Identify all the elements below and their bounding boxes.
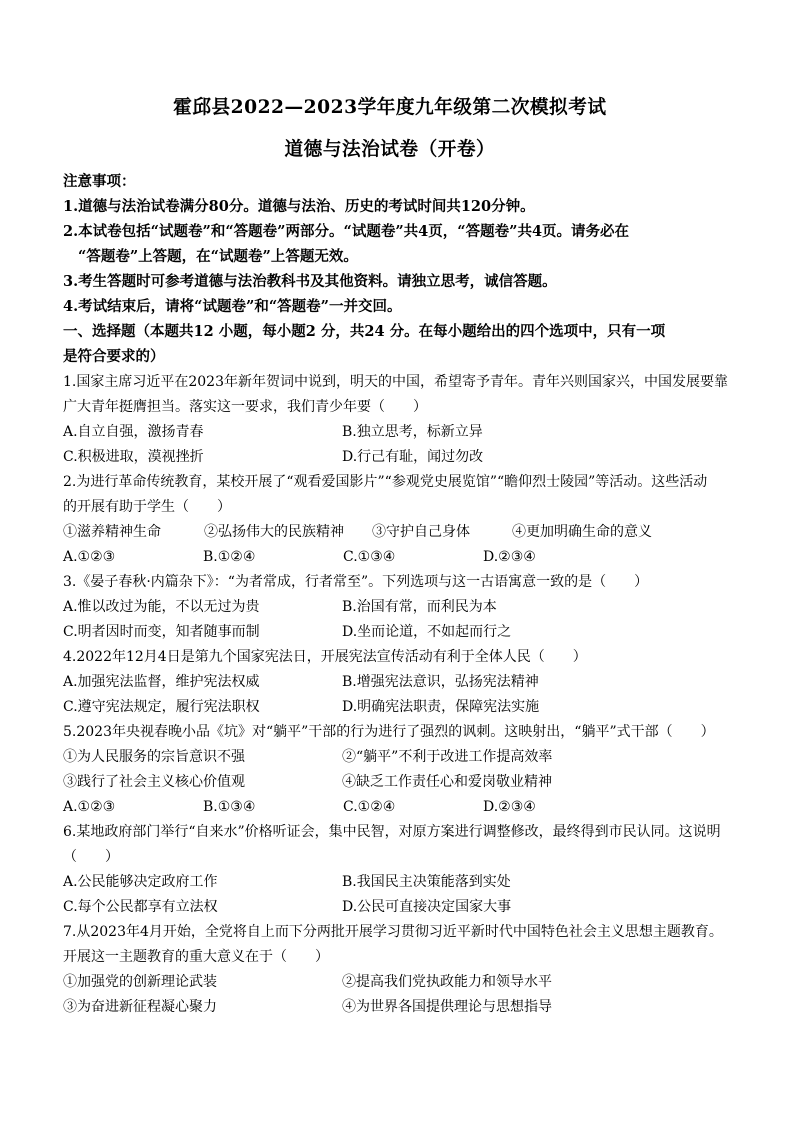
q7-statement-4: ④为世界各国提供理论与思想指导 xyxy=(342,999,552,1015)
q2-stem-b: 的开展有助于学生（ ） xyxy=(63,499,231,515)
notes-heading: 注意事项： xyxy=(63,173,136,190)
q7-statement-1: ①加强党的创新理论武装 xyxy=(63,974,217,990)
note-4: 4.考试结束后，请将“试题卷”和“答题卷”一并交回。 xyxy=(63,298,402,315)
q3-option-c: C.明者因时而变，知者随事而制 xyxy=(63,624,260,640)
q7-statement-2: ②提高我们党执政能力和领导水平 xyxy=(342,974,552,990)
q5-option-a: A.①②③ xyxy=(63,799,116,815)
q1-option-b: B.独立思考，标新立异 xyxy=(342,424,483,440)
q6-option-c: C.每个公民都享有立法权 xyxy=(63,899,218,915)
exam-title: 霍邱县2022—2023学年度九年级第二次模拟考试 xyxy=(173,96,607,118)
q6-stem-b: （ ） xyxy=(63,849,119,865)
q2-statement-3: ③守护自己身体 xyxy=(372,524,470,540)
q5-statement-3: ③践行了社会主义核心价值观 xyxy=(63,774,245,790)
note-2b: “答题卷”上答题，在“试题卷”上答题无效。 xyxy=(78,248,358,265)
note-2a: 2.本试卷包括“试题卷”和“答题卷”两部分。“试题卷”共4页，“答题卷”共4页。请务必在 xyxy=(63,223,630,240)
q3-option-a: A.惟以改过为能，不以无过为贵 xyxy=(63,599,260,615)
q1-option-a: A.自立自强，激扬青春 xyxy=(63,424,204,440)
q5-option-c: C.①②④ xyxy=(343,799,396,815)
q4-option-c: C.遵守宪法规定，履行宪法职权 xyxy=(63,699,260,715)
q2-statement-2: ②弘扬伟大的民族精神 xyxy=(204,524,344,540)
note-1: 1.道德与法治试卷满分80分。道德与法治、历史的考试时间共120分钟。 xyxy=(63,198,535,215)
q5-statement-2: ②“躺平”不利于改进工作提高效率 xyxy=(342,749,553,765)
q3-stem: 3.《晏子春秋·内篇杂下》：“为者常成，行者常至”。下列选项与这一古语寓意一致的是（ ） xyxy=(63,574,649,590)
q6-option-a: A.公民能够决定政府工作 xyxy=(63,874,218,890)
q2-statement-4: ④更加明确生命的意义 xyxy=(512,524,652,540)
q7-stem-b: 开展这一主题教育的重大意义在于（ ） xyxy=(63,949,329,965)
q3-option-b: B.治国有常，而利民为本 xyxy=(342,599,497,615)
q6-option-d: D.公民可直接决定国家大事 xyxy=(342,899,512,915)
q1-stem-a: 1.国家主席习近平在2023年新年贺词中说到，明天的中国，希望寄予青年。青年兴则国家兴，中国发展要靠 xyxy=(63,374,728,390)
q5-statement-4: ④缺乏工作责任心和爱岗敬业精神 xyxy=(342,774,552,790)
q4-option-a: A.加强宪法监督，维护宪法权威 xyxy=(63,674,260,690)
q1-option-d: D.行己有耻，闻过勿改 xyxy=(342,449,484,465)
note-3: 3.考生答题时可参考道德与法治教科书及其他资料。请独立思考，诚信答题。 xyxy=(63,273,557,290)
q5-option-d: D.②③④ xyxy=(483,799,536,815)
q2-option-c: C.①③④ xyxy=(343,549,396,565)
q7-statement-3: ③为奋进新征程凝心聚力 xyxy=(63,999,217,1015)
q6-stem-a: 6.某地政府部门举行“自来水”价格听证会，集中民智，对原方案进行调整修改，最终得到市民认同。这说明 xyxy=(63,824,721,840)
q5-statement-1: ①为人民服务的宗旨意识不强 xyxy=(63,749,245,765)
q4-option-b: B.增强宪法意识，弘扬宪法精神 xyxy=(342,674,539,690)
section-heading-a: 一、选择题（本题共12 小题，每小题2 分，共24 分。在每小题给出的四个选项中，只有一项 xyxy=(63,323,666,340)
q2-stem-a: 2.为进行革命传统教育，某校开展了“观看爱国影片”“参观党史展览馆”“瞻仰烈士陵园”等活动。这些活动 xyxy=(63,474,708,490)
q2-option-d: D.②③④ xyxy=(483,549,536,565)
q6-option-b: B.我国民主决策能落到实处 xyxy=(342,874,511,890)
q4-stem: 4.2022年12月4日是第九个国家宪法日，开展宪法宣传活动有利于全体人民（ ） xyxy=(63,649,587,665)
q2-statement-1: ①滋养精神生命 xyxy=(63,524,161,540)
q1-stem-b: 广大青年挺膺担当。落实这一要求，我们青少年要（ ） xyxy=(63,399,427,415)
q3-option-d: D.坐而论道，不如起而行之 xyxy=(342,624,512,640)
q1-option-c: C.积极进取，漠视挫折 xyxy=(63,449,204,465)
q4-option-d: D.明确宪法职责，保障宪法实施 xyxy=(342,699,540,715)
section-heading-b: 是符合要求的） xyxy=(63,348,165,365)
q7-stem-a: 7.从2023年4月开始，全党将自上而下分两批开展学习贯彻习近平新时代中国特色社会主义思想主题教育。 xyxy=(63,924,723,940)
q2-option-a: A.①②③ xyxy=(63,549,116,565)
q5-stem: 5.2023年央视春晚小品《坑》对“躺平”干部的行为进行了强烈的讽刺。这映射出，“躺平”式干部（ ） xyxy=(63,724,715,740)
q5-option-b: B.①③④ xyxy=(203,799,256,815)
q2-option-b: B.①②④ xyxy=(203,549,256,565)
exam-subtitle: 道德与法治试卷（开卷） xyxy=(284,138,496,160)
